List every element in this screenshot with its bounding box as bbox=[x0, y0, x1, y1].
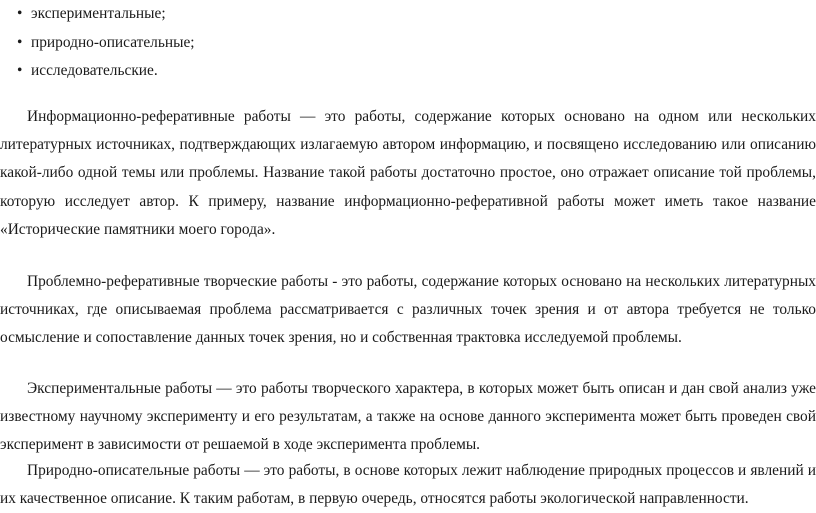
list-item-text: природно-описательные; bbox=[31, 33, 195, 51]
bullet-icon: • bbox=[17, 33, 23, 51]
bullet-icon: • bbox=[17, 62, 23, 80]
list-item-text: исследовательские. bbox=[31, 62, 158, 80]
list-item bbox=[17, 29, 195, 57]
list-item bbox=[17, 57, 195, 85]
paragraph-problem-abstract: Проблемно-реферативные творческие работы - это работы, содержание которых основано на нескольких литературных источниках, где описываемая проблема рассматривается с различных точек зрения и от автора требуется не только осмысление и сопоставление данных точек зрения, но и собственная трактовка исследуемой проблемы. bbox=[0, 273, 816, 347]
bullet-icon: • bbox=[17, 5, 23, 22]
paragraph-natural-descriptive: Природно-описательные работы — это работы, в основе которых лежит наблюдение природных процессов и явлений и их качественное описание. К таким работам, в первую очередь, относятся работы экологической направленности. bbox=[0, 462, 816, 508]
paragraph-info-abstract: Информационно-реферативные работы — это работы, содержание которых основано на одном или нескольких литературных источниках, подтверждающих излагаемую автором информацию, и посвящено исследованию или описанию какой-либо одной темы или проблемы. Название такой работы достаточно простое, оно отражает описание той проблемы, которую исследует автор. К примеру, название информационно-реферативной работы может иметь такое название «Исторические памятники моего города». bbox=[0, 108, 816, 238]
list-item-text: экспериментальные; bbox=[31, 5, 166, 22]
list-item bbox=[17, 0, 195, 28]
paragraph-experimental: Экспериментальные работы — это работы творческого характера, в которых может быть описан и дан свой анализ уже известному научному эксперименту и его результатам, а также на основе данного эксперимента может быть проведен свой эксперимент в зависимости от решаемой в ходе эксперимента проблемы. bbox=[0, 380, 816, 454]
bullet-list bbox=[17, 0, 195, 86]
